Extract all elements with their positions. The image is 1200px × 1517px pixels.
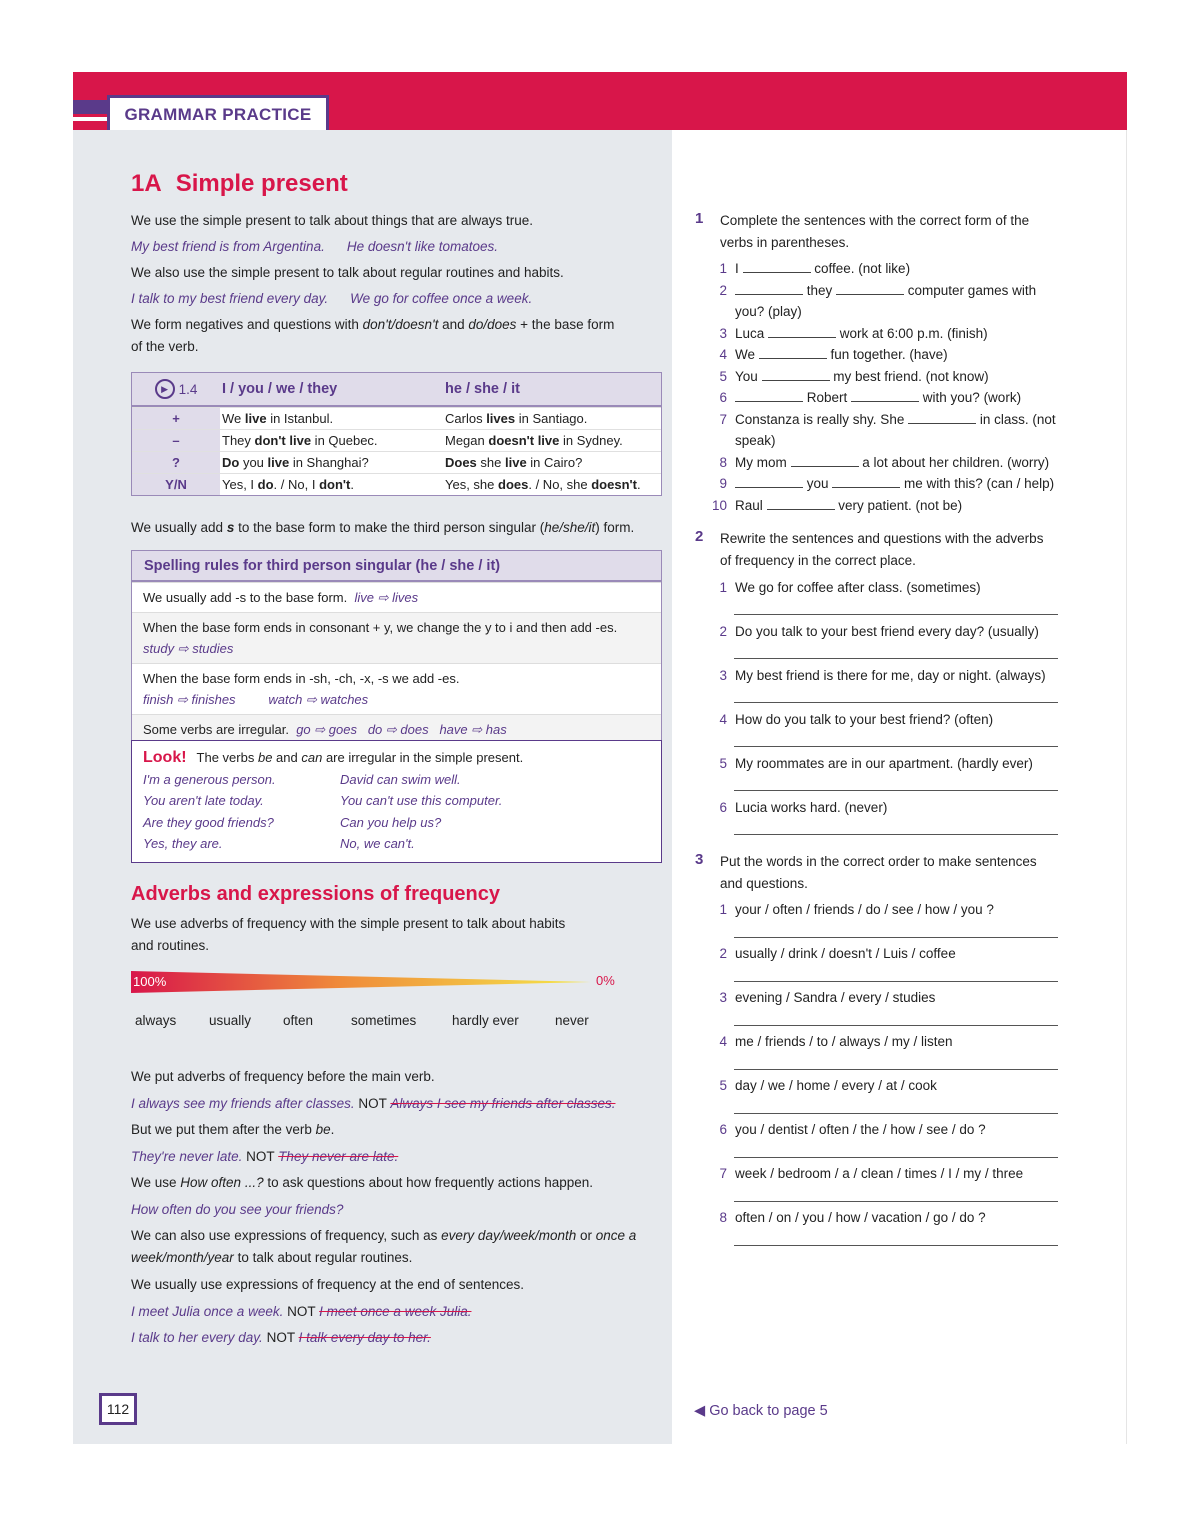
example: They're never late. (131, 1148, 243, 1164)
rule-part: We use (131, 1175, 181, 1190)
exercise-1-items (711, 258, 1064, 516)
item-number: 1 (719, 580, 727, 595)
item-text: Raul (735, 497, 767, 513)
look-example: Are they good friends? (143, 814, 274, 830)
example-line (131, 1091, 666, 1118)
rule-part: . (330, 1122, 335, 1137)
look-title: Look! (143, 749, 187, 766)
answer-blank[interactable] (735, 294, 803, 295)
exercise-3-instruction (720, 851, 1037, 894)
item-text: you (803, 476, 833, 491)
example: How often do you see your friends? (131, 1201, 344, 1217)
exercise-2-number: 2 (695, 528, 704, 545)
row-cell (220, 477, 445, 492)
rule-text: When the base form ends in -sh, -ch, -x, -s we add -es. (143, 671, 460, 686)
answer-blank[interactable] (743, 272, 811, 273)
scale-max: 100% (133, 974, 167, 989)
item-text: week / bedroom / a / clean / times / I / my / three (735, 1166, 1024, 1181)
cell-bold: Do (222, 455, 240, 470)
cell-text: in Quebec. (311, 433, 378, 448)
table-row (132, 407, 661, 429)
item-text: My best friend is there for me, day or night. (always) (735, 668, 1046, 683)
cell-text: . / No, I (273, 477, 320, 492)
rule-example: finish ⇨ finishes (143, 692, 236, 707)
exercise-item (714, 344, 1064, 366)
cell-bold: lives (486, 411, 516, 426)
cell-text: you (239, 455, 268, 470)
exercise-item (714, 323, 1064, 345)
exercise-item (714, 258, 1064, 280)
answer-line[interactable] (734, 790, 1058, 791)
rule-example: do ⇨ does (367, 722, 429, 737)
answer-line[interactable] (734, 1113, 1058, 1114)
answer-blank[interactable] (836, 294, 904, 295)
header-stripe (73, 100, 109, 114)
item-text: day / we / home / every / at / cook (735, 1078, 937, 1093)
answer-blank[interactable] (791, 466, 859, 467)
item-text: coffee. (not like) (810, 261, 911, 276)
item-text: they (803, 282, 837, 298)
item-number: 2 (719, 282, 727, 298)
example: I always see my friends after classes. (131, 1095, 355, 1111)
item-number: 7 (719, 1166, 727, 1181)
item-number: 5 (719, 756, 727, 771)
item-text: very patient. (not be) (834, 497, 963, 513)
cell-bold: Does (445, 455, 477, 470)
rule-text: Some verbs are irregular. (143, 722, 289, 737)
look-header (143, 747, 650, 769)
item-text: Robert (803, 390, 852, 405)
answer-line[interactable] (734, 937, 1058, 938)
routines-example-2: We go for coffee once a week. (350, 291, 533, 306)
grammar-table-header (132, 373, 661, 407)
example-line (131, 1144, 666, 1171)
cell-text: . (350, 477, 354, 492)
instruction-line: verbs in parentheses. (720, 234, 850, 250)
item-text: How do you talk to your best friend? (often) (735, 712, 994, 727)
look-text: are irregular in the simple present. (322, 750, 524, 765)
answer-blank[interactable] (759, 358, 827, 359)
item-text: evening / Sandra / every / studies (735, 990, 936, 1005)
cell-bold: does (498, 477, 529, 492)
example-line (131, 1197, 666, 1224)
rule-part: be (315, 1122, 331, 1137)
look-example: Can you help us? (340, 814, 442, 830)
item-text: your / often / friends / do / see / how / you ? (735, 902, 994, 917)
table-row (132, 451, 661, 473)
answer-blank[interactable] (735, 487, 803, 488)
negatives-text (131, 314, 661, 336)
rule-part: every day/week/month (441, 1228, 577, 1243)
cell-text: in Sydney. (559, 433, 623, 448)
adverbs-rules (131, 1064, 666, 1352)
page-edge (1126, 130, 1127, 1444)
tp-post: ) form. (595, 520, 635, 535)
row-cell (445, 455, 661, 470)
answer-blank[interactable] (768, 337, 836, 338)
rule-part: We can also use expressions of frequency, such as (131, 1228, 442, 1243)
item-number: 6 (719, 1122, 727, 1137)
frequency-scale-bar (131, 971, 591, 993)
cell-text: Megan (445, 433, 489, 448)
item-number: 3 (719, 325, 727, 341)
cell-bold: doesn't (591, 477, 637, 492)
cell-text: she (476, 455, 505, 470)
example: I meet Julia once a week. (131, 1303, 284, 1319)
row-cell (445, 477, 661, 492)
look-examples (143, 769, 650, 855)
item-number: 4 (719, 1034, 727, 1049)
tp-s: s (226, 520, 235, 535)
exercise-2-instruction (720, 528, 1043, 571)
rule-part: to talk about regular routines. (233, 1250, 413, 1265)
cell-text: . (636, 477, 641, 492)
go-back-label: Go back to page 5 (709, 1403, 828, 1419)
freq-label: usually (209, 1013, 252, 1028)
row-cell (220, 455, 445, 470)
cell-text: in Istanbul. (266, 411, 334, 426)
intro-example-2: He doesn't like tomatoes. (346, 239, 498, 254)
rule-part: But we put them after the verb (131, 1122, 316, 1137)
rule-example: live ⇨ lives (354, 590, 419, 605)
look-col-2 (340, 769, 537, 855)
freq-label: sometimes (351, 1013, 417, 1028)
intro-text: We use the simple present to talk about things that are always true. (131, 213, 533, 228)
spelling-rule (132, 582, 661, 612)
routines-examples (131, 288, 661, 310)
item-text: with you? (work) (919, 390, 1022, 405)
answer-blank[interactable] (762, 380, 830, 381)
rule-example: go ⇨ goes (296, 722, 357, 737)
row-cell (220, 411, 445, 426)
item-number: 1 (719, 902, 727, 917)
item-text: Do you talk to your best friend every day? (usually) (735, 624, 1039, 639)
tp-it: he/she/it (544, 520, 596, 535)
item-number: 4 (719, 712, 727, 727)
routines-text: We also use the simple present to talk about regular routines and habits. (131, 265, 564, 280)
negatives-post: + the base form (516, 317, 615, 332)
rule-part: How often ...? (180, 1175, 264, 1190)
wrong-example: I meet once a week Julia. (319, 1303, 472, 1319)
item-text: My roommates are in our apartment. (hardly ever) (735, 756, 1033, 771)
table-row (132, 429, 661, 451)
exercise-3-items (714, 899, 1064, 1251)
answer-line[interactable] (734, 746, 1058, 747)
adverbs-intro-1: We use adverbs of frequency with the simple present to talk about habits (131, 916, 566, 931)
rule-part: or (576, 1228, 596, 1243)
page-number-box (99, 1393, 137, 1425)
answer-line[interactable] (734, 1157, 1058, 1158)
item-text: usually / drink / doesn't / Luis / coffee (735, 946, 956, 961)
item-number: 10 (711, 497, 727, 513)
answer-blank[interactable] (735, 401, 803, 402)
item-number: 3 (719, 668, 727, 683)
cell-text: . / No, she (528, 477, 592, 492)
answer-blank[interactable] (851, 401, 919, 402)
cell-bold: don't live (254, 433, 312, 448)
row-sign: Y/N (132, 474, 220, 495)
cell-text: Yes, I (222, 477, 258, 492)
not-label: NOT (246, 1148, 275, 1164)
cell-bold: live (504, 455, 527, 470)
rule-text (131, 1117, 666, 1144)
item-number: 4 (719, 347, 727, 362)
answer-blank[interactable] (908, 423, 976, 424)
cell-bold: do (257, 477, 274, 492)
row-sign: ? (132, 452, 220, 473)
item-number: 8 (719, 454, 727, 470)
tp-pre: We usually add (131, 520, 227, 535)
negatives-mid: and (438, 317, 469, 332)
col2-header: he / she / it (445, 381, 520, 397)
cell-text: We (222, 411, 245, 426)
cell-bold: don't (319, 477, 351, 492)
look-example: No, we can't. (340, 836, 415, 851)
item-number: 9 (719, 476, 727, 491)
item-text: We (735, 347, 759, 362)
instruction-line: and questions. (720, 875, 808, 891)
row-cell (445, 433, 661, 448)
freq-label: hardly ever (452, 1013, 519, 1028)
look-text: be (257, 750, 273, 765)
lesson-number: 1A (131, 170, 162, 197)
spelling-rule (132, 612, 661, 663)
intro-block (131, 210, 661, 358)
item-text: often / on / you / how / vacation / go / do ? (735, 1210, 986, 1225)
adverbs-intro (131, 913, 565, 957)
rule-text (131, 1170, 666, 1197)
item-number: 1 (719, 261, 727, 276)
rule-part: once a (595, 1228, 637, 1243)
item-number: 2 (719, 624, 727, 639)
negatives-line2: of the verb. (131, 339, 199, 354)
instruction-line: Complete the sentences with the correct form of the (720, 213, 1030, 228)
negatives-it2: do/does (468, 317, 517, 332)
answer-line[interactable] (734, 981, 1058, 982)
play-icon[interactable]: ▶ (155, 379, 175, 399)
adverbs-intro-2: and routines. (131, 938, 210, 953)
exercise-2-items (714, 577, 1064, 841)
rule-part: week/month/year (131, 1250, 234, 1265)
cell-text: They (222, 433, 255, 448)
rule-example: study ⇨ studies (143, 641, 234, 656)
instruction-line: Put the words in the correct order to make sentences (720, 854, 1037, 869)
freq-label: never (555, 1013, 589, 1028)
wrong-example: I talk every day to her. (298, 1330, 431, 1345)
answer-line[interactable] (734, 834, 1058, 835)
freq-label: always (135, 1013, 177, 1028)
answer-line[interactable] (734, 702, 1058, 703)
item-text: me / friends / to / always / my / listen (735, 1034, 953, 1049)
item-text: My mom (735, 454, 791, 470)
exercise-3-number: 3 (695, 851, 704, 868)
header-stripe-gap (73, 117, 109, 121)
item-number: 6 (719, 390, 727, 405)
page-number: 112 (106, 1401, 130, 1417)
routines-example-1: I talk to my best friend every day. (131, 291, 329, 306)
exercise-item (714, 280, 1064, 302)
answer-blank[interactable] (832, 487, 900, 488)
example-line (131, 1299, 666, 1326)
grammar-table (131, 372, 662, 496)
not-label: NOT (287, 1303, 316, 1319)
exercise-item (714, 430, 1064, 452)
cell-bold: live (244, 411, 267, 426)
scale-min: 0% (596, 973, 615, 988)
audio-label: 1.4 (178, 381, 198, 397)
item-text: Lucia works hard. (never) (735, 800, 888, 815)
intro-example-1: My best friend is from Argentina. (131, 239, 325, 254)
intro-examples (131, 236, 661, 258)
cell-text: in Cairo? (526, 455, 583, 470)
item-number: 5 (719, 1078, 727, 1093)
rule-text: We put adverbs of frequency before the main verb. (131, 1069, 435, 1084)
look-example: I'm a generous person. (143, 771, 276, 787)
lesson-title: Simple present (175, 170, 348, 197)
exercise-item (714, 409, 1064, 431)
item-text: Luca (735, 325, 769, 341)
rule-part: to ask questions about how frequently actions happen. (263, 1175, 594, 1190)
audio-cell[interactable] (132, 373, 220, 405)
exercise-1-instruction (720, 210, 1029, 253)
look-example: You aren't late today. (143, 793, 264, 808)
row-sign: – (132, 430, 220, 451)
answer-line[interactable] (734, 614, 1058, 615)
item-text: speak) (735, 433, 776, 448)
instruction-line: Rewrite the sentences and questions with the adverbs (720, 531, 1044, 546)
exercise-item (714, 473, 1064, 495)
negatives-it1: don't/doesn't (362, 317, 439, 332)
spelling-rules-box (131, 550, 662, 745)
exercise-item (714, 387, 1064, 409)
item-text: We go for coffee after class. (sometimes) (735, 580, 981, 595)
item-text: I (735, 261, 743, 276)
example-line (131, 1325, 666, 1352)
section-title: GRAMMAR PRACTICE (124, 105, 312, 124)
item-number: 6 (719, 800, 727, 815)
cell-bold: doesn't live (488, 433, 560, 448)
tp-mid: to the base form to make the third person singular ( (234, 520, 545, 535)
rule-text: We usually add -s to the base form. (143, 590, 348, 605)
exercise-item (714, 301, 1064, 323)
exercise-1-number: 1 (695, 210, 704, 227)
answer-line[interactable] (734, 1201, 1058, 1202)
item-text: work at 6:00 p.m. (finish) (836, 325, 988, 341)
look-text: and (272, 750, 302, 765)
look-text: The verbs (196, 750, 258, 765)
exercise-item (714, 452, 1064, 474)
lesson-heading (131, 170, 348, 198)
cell-text: in Shanghai? (289, 455, 369, 470)
answer-line[interactable] (734, 658, 1058, 659)
cell-text: in Santiago. (515, 411, 588, 426)
answer-line[interactable] (734, 1245, 1058, 1246)
wrong-example: Always I see my friends after classes. (390, 1095, 616, 1111)
example: I talk to her every day. (131, 1330, 263, 1345)
negatives-pre: We form negatives and questions with (131, 317, 363, 332)
look-text: can (301, 750, 323, 765)
exercise-item (714, 366, 1064, 388)
item-number: 3 (719, 990, 727, 1005)
spelling-title: Spelling rules for third person singular (he / she / it) (132, 551, 661, 582)
item-text: You (735, 368, 762, 384)
wrong-example: They never are late. (278, 1148, 399, 1164)
item-text: Constanza is really shy. She (735, 411, 909, 427)
item-text: fun together. (have) (826, 347, 948, 362)
instruction-line: of frequency in the correct place. (720, 552, 916, 568)
spelling-rule (132, 663, 661, 714)
rule-text: When the base form ends in consonant + y, we change the y to i and then add -es. (143, 620, 618, 635)
item-number: 8 (719, 1210, 727, 1225)
item-text: in class. (not (976, 411, 1056, 427)
not-label: NOT (266, 1330, 295, 1345)
rule-example: have ⇨ has (439, 722, 507, 737)
item-text: computer games with (904, 282, 1037, 298)
item-text: my best friend. (not know) (829, 368, 989, 384)
item-number: 7 (719, 411, 727, 427)
third-person-text (131, 517, 671, 539)
item-text: you / dentist / often / the / how / see / do ? (735, 1122, 986, 1137)
look-example: Yes, they are. (143, 836, 223, 851)
go-back-link[interactable] (694, 1403, 828, 1419)
cell-bold: live (267, 455, 290, 470)
answer-blank[interactable] (767, 509, 835, 510)
answer-line[interactable] (734, 1069, 1058, 1070)
row-cell (220, 433, 445, 448)
item-text: a lot about her children. (worry) (858, 454, 1050, 470)
freq-label: often (283, 1013, 314, 1028)
answer-line[interactable] (734, 1025, 1058, 1026)
item-number: 2 (719, 946, 727, 961)
adverbs-heading: Adverbs and expressions of frequency (131, 883, 501, 905)
item-text: me with this? (can / help) (900, 476, 1055, 491)
look-box (131, 740, 662, 863)
item-number: 5 (719, 368, 727, 384)
table-row (132, 473, 661, 495)
look-example: You can't use this computer. (340, 793, 503, 808)
look-col-1 (143, 769, 340, 855)
look-example: David can swim well. (340, 771, 461, 787)
arrow-left-icon: ◀ (694, 1403, 706, 1419)
not-label: NOT (358, 1095, 387, 1111)
col1-header: I / you / we / they (222, 381, 338, 397)
rule-example: watch ⇨ watches (268, 692, 369, 707)
row-cell (445, 411, 661, 426)
cell-text: Carlos (445, 411, 487, 426)
row-sign: + (132, 408, 220, 429)
exercise-item (711, 495, 1064, 517)
item-text: you? (play) (735, 304, 802, 319)
section-title-box (107, 95, 329, 135)
cell-text: Yes, she (445, 477, 499, 492)
rule-text (131, 1225, 666, 1269)
rule-text: We usually use expressions of frequency at the end of sentences. (131, 1277, 524, 1292)
